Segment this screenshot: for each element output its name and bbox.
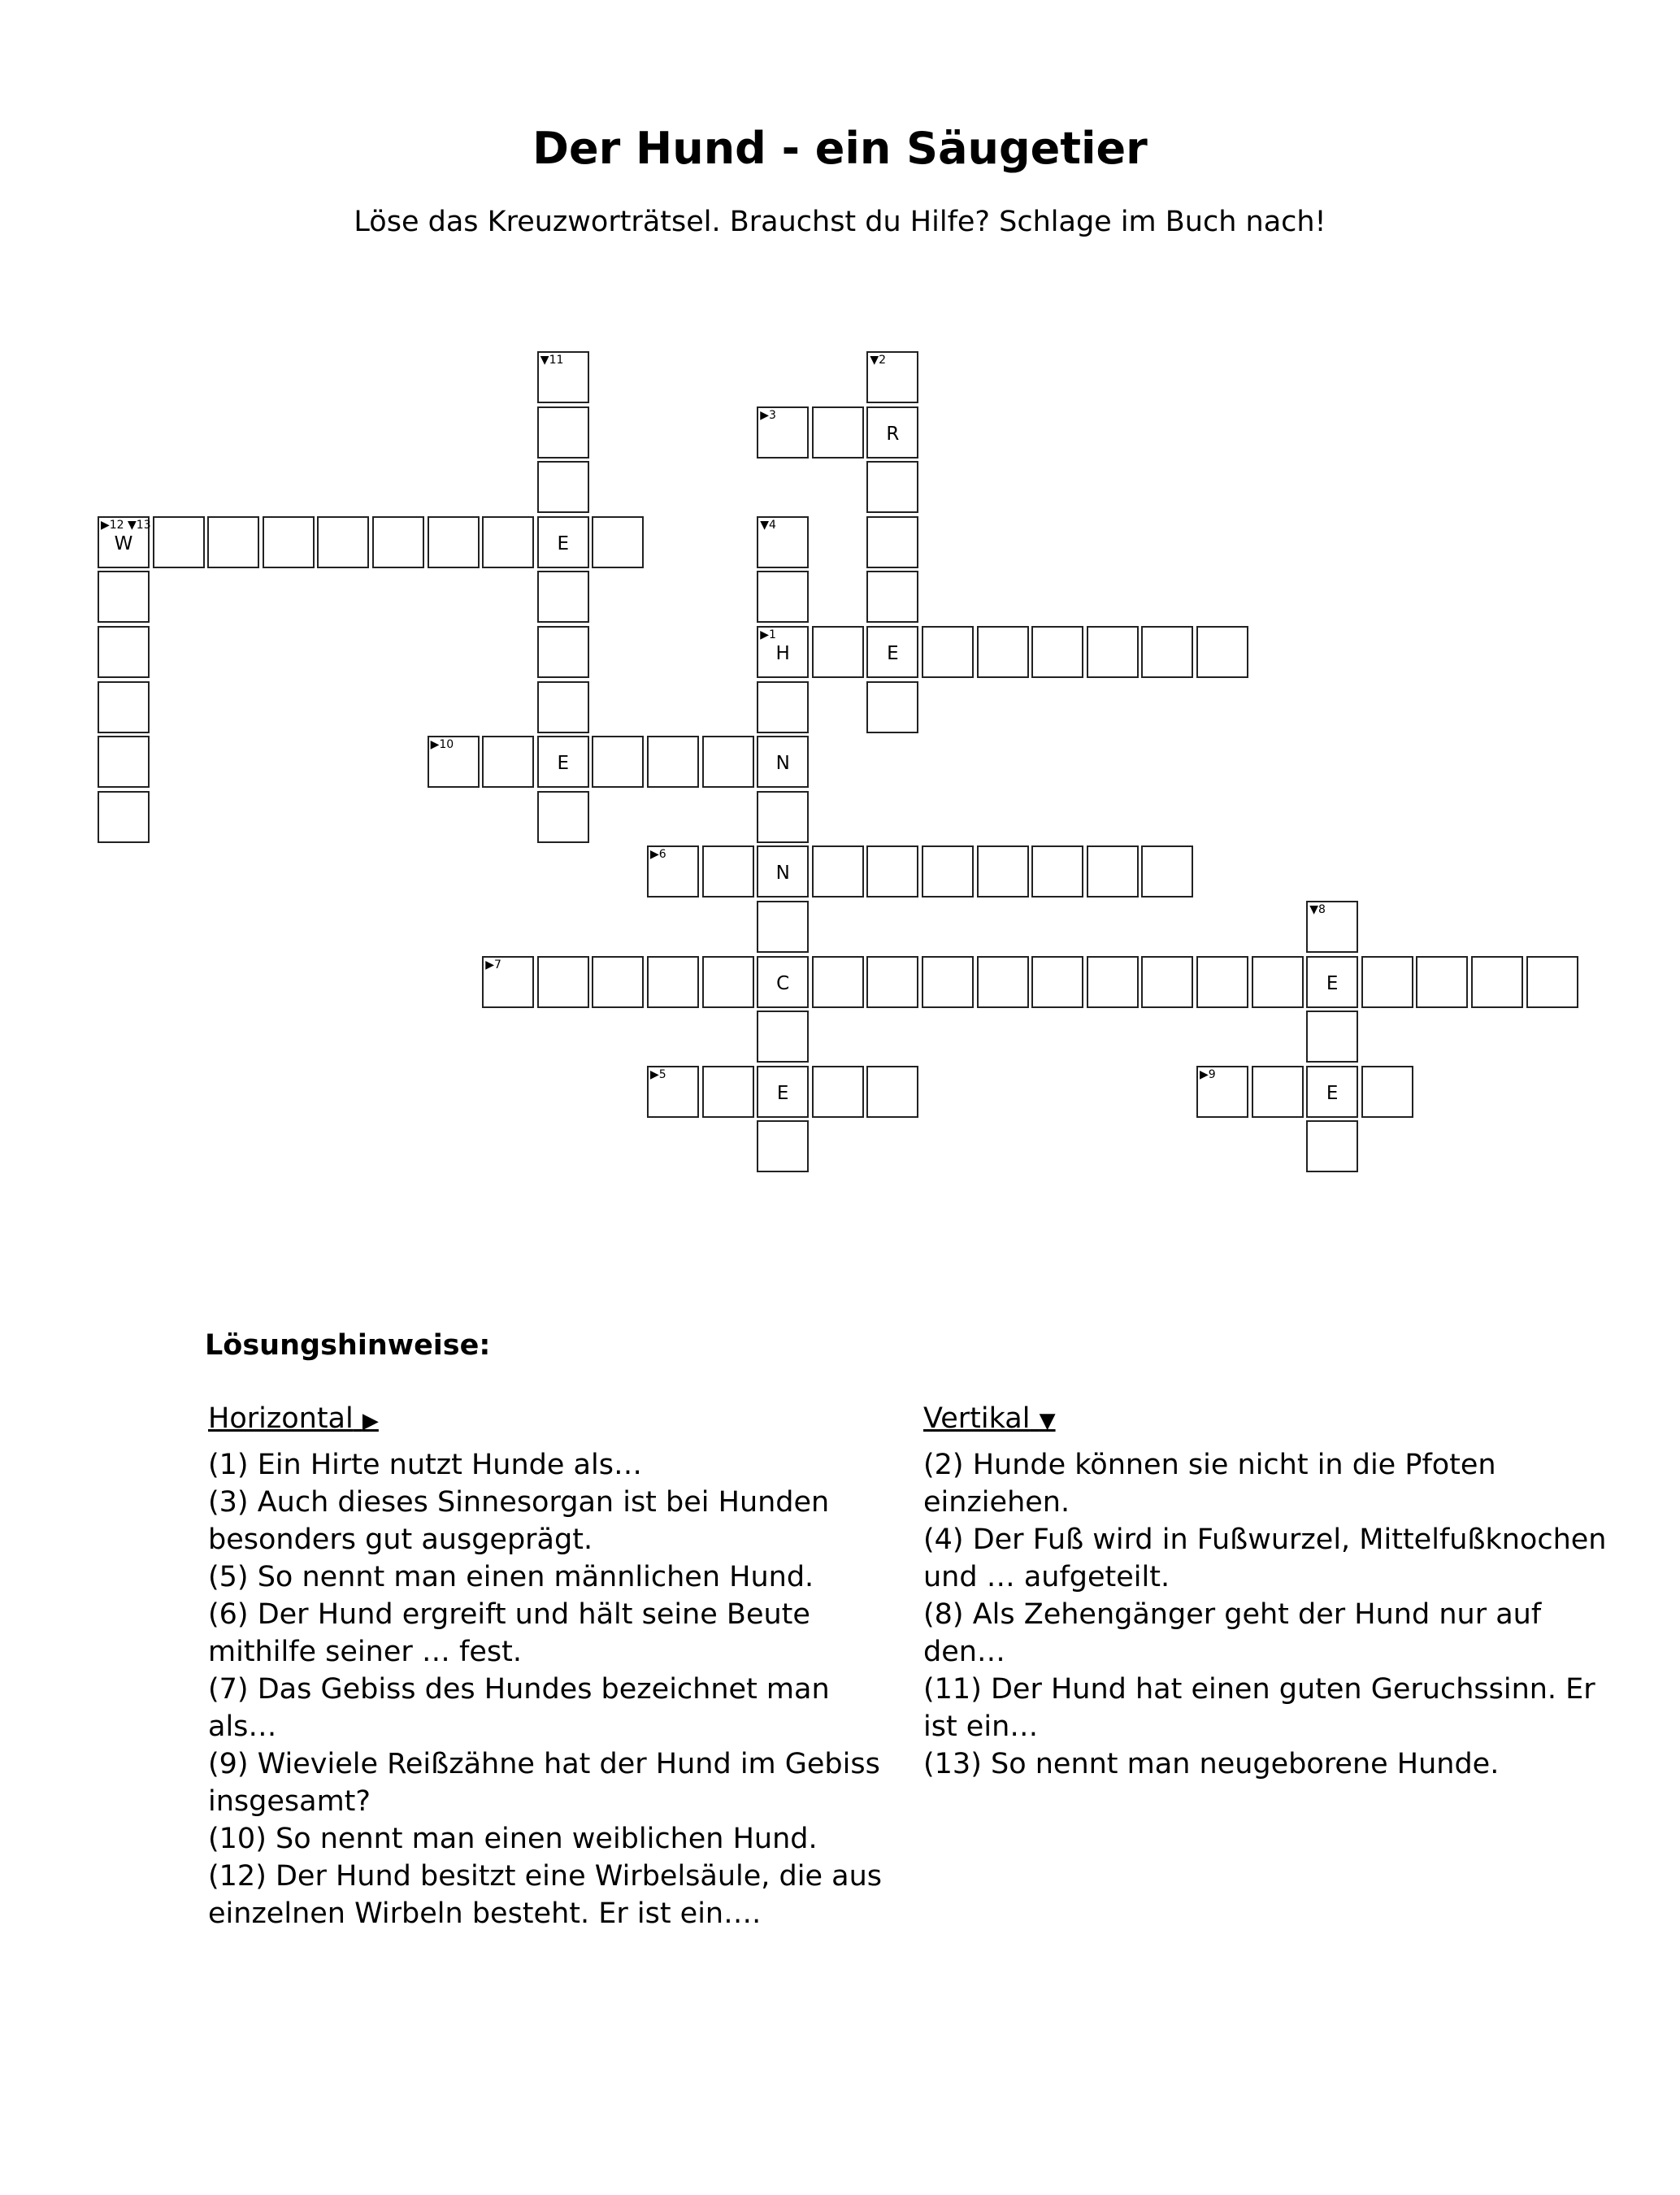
crossword-cell[interactable]	[537, 681, 589, 733]
crossword-cell[interactable]	[1087, 956, 1139, 1008]
crossword-cell[interactable]	[98, 681, 150, 733]
crossword-cell[interactable]	[537, 351, 589, 403]
crossword-cell[interactable]	[1361, 956, 1413, 1008]
crossword-cell[interactable]	[866, 461, 918, 513]
clue-item: (11) Der Hund hat einen guten Geruchssinn. Er ist ein…	[923, 1673, 1595, 1743]
crossword-cell[interactable]	[866, 681, 918, 733]
crossword-cell[interactable]	[1526, 956, 1578, 1008]
crossword-cell[interactable]	[757, 736, 809, 788]
clue-number: ▶10	[430, 738, 454, 752]
clue-item: (4) Der Fuß wird in Fußwurzel, Mittelfußknochen und … aufgeteilt.	[923, 1523, 1607, 1593]
crossword-cell[interactable]	[866, 956, 918, 1008]
clue-item: (8) Als Zehengänger geht der Hund nur auf den…	[923, 1598, 1542, 1668]
crossword-cell[interactable]	[482, 736, 534, 788]
crossword-cell[interactable]	[537, 516, 589, 568]
crossword-cell[interactable]	[207, 516, 259, 568]
crossword-cell[interactable]	[1196, 956, 1248, 1008]
crossword-cell[interactable]	[757, 406, 809, 459]
crossword-cell[interactable]	[866, 406, 918, 459]
clue-item: (2) Hunde können sie nicht in die Pfoten einziehen.	[923, 1449, 1496, 1519]
crossword-cell[interactable]	[1031, 626, 1083, 678]
crossword-cell[interactable]	[647, 1066, 699, 1118]
crossword-cell[interactable]	[647, 736, 699, 788]
crossword-cell[interactable]	[812, 406, 864, 459]
vertical-clues-title	[923, 1400, 1622, 1440]
crossword-cell[interactable]	[537, 571, 589, 623]
crossword-cell[interactable]	[702, 845, 754, 898]
crossword-cell[interactable]	[757, 516, 809, 568]
crossword-cell[interactable]	[98, 626, 150, 678]
crossword-cell[interactable]	[428, 516, 480, 568]
crossword-cell[interactable]	[812, 626, 864, 678]
crossword-cell[interactable]	[537, 406, 589, 459]
crossword-cell[interactable]	[866, 516, 918, 568]
clue-item: (10) So nennt man einen weiblichen Hund.	[208, 1823, 818, 1855]
crossword-cell[interactable]	[592, 516, 644, 568]
crossword-cell[interactable]	[866, 845, 918, 898]
clue-number: ▶6	[650, 848, 666, 862]
down-arrow-icon: ▼	[1039, 1409, 1056, 1433]
crossword-cell[interactable]	[482, 956, 534, 1008]
crossword-cell[interactable]	[98, 791, 150, 843]
crossword-cell[interactable]	[153, 516, 205, 568]
cell-letter: E	[557, 532, 570, 554]
crossword-cell[interactable]	[922, 845, 974, 898]
crossword-cell[interactable]	[537, 791, 589, 843]
crossword-cell[interactable]	[263, 516, 315, 568]
crossword-cell[interactable]	[1306, 1066, 1358, 1118]
clue-number: ▼2	[870, 354, 887, 367]
crossword-cell[interactable]	[757, 1120, 809, 1172]
crossword-cell[interactable]	[537, 736, 589, 788]
crossword-cell[interactable]	[1196, 1066, 1248, 1118]
crossword-cell[interactable]	[757, 681, 809, 733]
cell-letter: E	[1326, 972, 1339, 994]
crossword-cell[interactable]	[757, 1011, 809, 1063]
crossword-cell[interactable]	[812, 1066, 864, 1118]
crossword-cell[interactable]	[757, 626, 809, 678]
cell-letter: E	[557, 753, 570, 775]
crossword-cell[interactable]	[812, 845, 864, 898]
crossword-cell[interactable]	[757, 901, 809, 953]
cell-letter: E	[1326, 1082, 1339, 1104]
horizontal-clue-list	[208, 1446, 907, 1932]
crossword-cell[interactable]	[1252, 956, 1304, 1008]
crossword-cell[interactable]	[428, 736, 480, 788]
crossword-cell[interactable]	[647, 956, 699, 1008]
crossword-cell[interactable]	[592, 956, 644, 1008]
clue-item: (1) Ein Hirte nutzt Hunde als…	[208, 1449, 642, 1481]
crossword-cell[interactable]	[977, 956, 1029, 1008]
clue-number: ▶3	[760, 408, 776, 422]
clue-number: ▶9	[1200, 1067, 1216, 1081]
clue-number: ▼4	[760, 518, 776, 532]
crossword-cell[interactable]	[866, 571, 918, 623]
cell-letter: E	[776, 1082, 789, 1104]
crossword-cell[interactable]	[1471, 956, 1523, 1008]
crossword-cell[interactable]	[1361, 1066, 1413, 1118]
crossword-cell[interactable]	[757, 956, 809, 1008]
crossword-cell[interactable]	[372, 516, 424, 568]
crossword-cell[interactable]	[317, 516, 369, 568]
crossword-cell[interactable]	[757, 791, 809, 843]
clue-item: (6) Der Hund ergreift und hält seine Beute mithilfe seiner … fest.	[208, 1598, 810, 1668]
crossword-cell[interactable]	[866, 1066, 918, 1118]
crossword-cell[interactable]	[1087, 626, 1139, 678]
clue-item: (12) Der Hund besitzt eine Wirbelsäule, die aus einzelnen Wirbeln besteht. Er ist ein….	[208, 1860, 883, 1930]
crossword-cell[interactable]	[757, 571, 809, 623]
crossword-cell[interactable]	[1141, 845, 1193, 898]
crossword-cell[interactable]	[98, 516, 150, 568]
clue-item: (7) Das Gebiss des Hundes bezeichnet man als…	[208, 1673, 830, 1743]
page-title: Der Hund - ein Säugetier	[532, 123, 1148, 174]
crossword-cell[interactable]	[1031, 845, 1083, 898]
crossword-cell[interactable]	[1416, 956, 1468, 1008]
crossword-cell[interactable]	[702, 736, 754, 788]
cell-letter: C	[776, 972, 790, 994]
crossword-cell[interactable]	[1306, 1120, 1358, 1172]
crossword-cell[interactable]	[1031, 956, 1083, 1008]
crossword-cell[interactable]	[1196, 626, 1248, 678]
cell-letter: H	[775, 643, 790, 664]
crossword-cell[interactable]	[1252, 1066, 1304, 1118]
horizontal-clues-title	[208, 1400, 907, 1440]
crossword-cell[interactable]	[537, 626, 589, 678]
crossword-cell[interactable]	[537, 461, 589, 513]
horizontal-title-text: Horizontal	[208, 1402, 354, 1435]
clue-number: ▶7	[485, 958, 501, 971]
crossword-cell[interactable]	[592, 736, 644, 788]
crossword-cell[interactable]	[1306, 901, 1358, 953]
clue-item: (5) So nennt man einen männlichen Hund.	[208, 1561, 814, 1593]
crossword-cell[interactable]	[866, 626, 918, 678]
crossword-cell[interactable]	[757, 845, 809, 898]
crossword-cell[interactable]	[702, 956, 754, 1008]
crossword-cell[interactable]	[647, 845, 699, 898]
crossword-cell[interactable]	[977, 845, 1029, 898]
horizontal-clues	[208, 1400, 907, 1932]
clue-item: (13) So nennt man neugeborene Hunde.	[923, 1748, 1500, 1780]
crossword-cell[interactable]	[866, 351, 918, 403]
crossword-cell[interactable]	[1306, 956, 1358, 1008]
crossword-cell[interactable]	[922, 956, 974, 1008]
vertical-clue-list	[923, 1446, 1622, 1783]
clue-number: ▼8	[1309, 903, 1326, 916]
crossword-cell[interactable]	[98, 571, 150, 623]
clue-number: ▶12 ▼13	[101, 518, 151, 532]
crossword-cell[interactable]	[98, 736, 150, 788]
cell-letter: W	[114, 532, 133, 554]
vertical-title-text: Vertikal	[923, 1402, 1031, 1435]
crossword-cell[interactable]	[922, 626, 974, 678]
clue-number: ▼11	[540, 354, 564, 367]
clue-number: ▶5	[650, 1067, 666, 1081]
cell-letter: R	[886, 423, 900, 445]
right-arrow-icon: ▶	[362, 1409, 379, 1433]
cell-letter: E	[887, 643, 899, 664]
crossword-cell[interactable]	[1141, 956, 1193, 1008]
crossword-cell[interactable]	[977, 626, 1029, 678]
crossword-cell[interactable]	[812, 956, 864, 1008]
crossword-cell[interactable]	[1141, 626, 1193, 678]
clue-number: ▶1	[760, 628, 776, 641]
crossword-cell[interactable]	[702, 1066, 754, 1118]
cell-letter: N	[775, 753, 790, 775]
crossword-cell[interactable]	[1087, 845, 1139, 898]
crossword-cell[interactable]	[1306, 1011, 1358, 1063]
hints-heading: Lösungshinweise:	[205, 1329, 491, 1362]
instructions: Löse das Kreuzworträtsel. Brauchst du Hilfe? Schlage im Buch nach!	[354, 206, 1326, 238]
clue-item: (9) Wieviele Reißzähne hat der Hund im Gebiss insgesamt?	[208, 1748, 880, 1818]
clue-item: (3) Auch dieses Sinnesorgan ist bei Hunden besonders gut ausgeprägt.	[208, 1486, 830, 1556]
vertical-clues	[923, 1400, 1622, 1783]
crossword-cell[interactable]	[757, 1066, 809, 1118]
crossword-cell[interactable]	[537, 956, 589, 1008]
crossword-cell[interactable]	[482, 516, 534, 568]
cell-letter: N	[775, 863, 790, 885]
